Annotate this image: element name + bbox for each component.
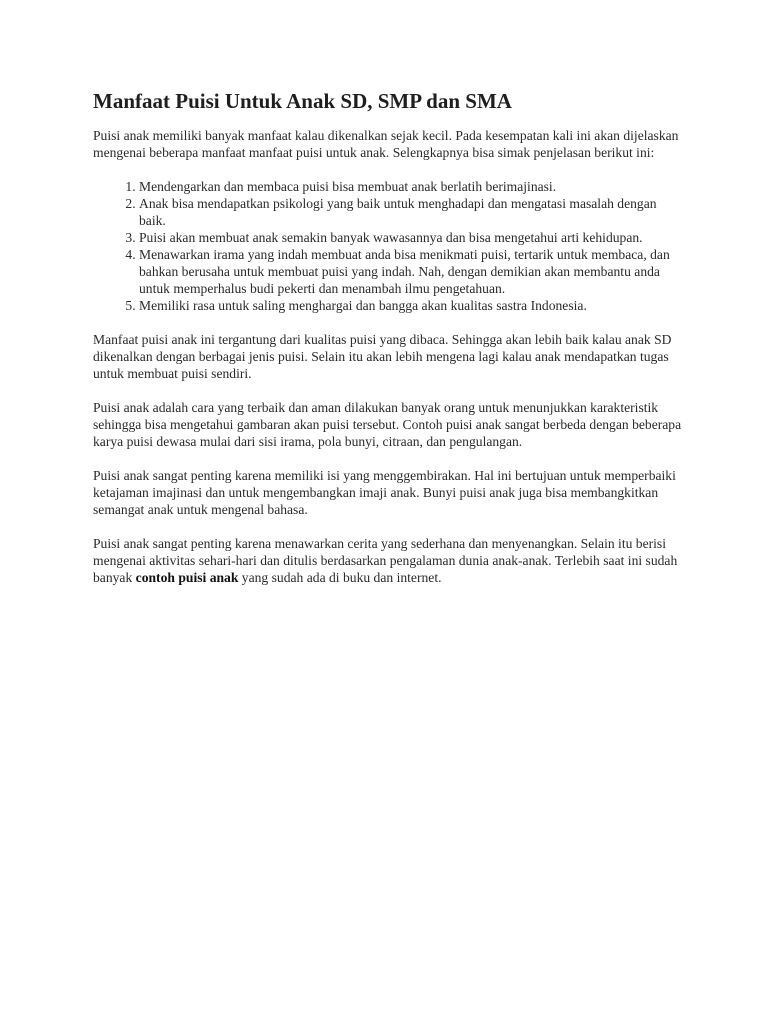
paragraph-stories-ending: yang sudah ada di buku dan internet. — [238, 570, 442, 585]
list-item: 1. Mendengarkan dan membaca puisi bisa membuat anak berlatih berimajinasi. — [139, 178, 683, 195]
list-item: 3. Puisi akan membuat anak semakin banyak wawasannya dan bisa mengetahui arti kehidupan. — [139, 229, 683, 246]
paragraph-stories-text: Puisi anak sangat penting karena menawarkan cerita yang sederhana dan menyenangkan. Selain itu berisi mengenai aktivitas sehari-hari dan ditulis berdasarkan pengalaman dunia anak-anak. Terlebih saat ini sudah banyak — [93, 536, 678, 585]
benefits-list — [93, 178, 683, 314]
paragraph-characteristics: Puisi anak adalah cara yang terbaik dan aman dilakukan banyak orang untuk menunjukkan karakteristik sehingga bisa mengetahui gambaran akan puisi tersebut. Contoh puisi anak sangat berbeda dengan beberapa karya puisi dewasa mulai dari sisi irama, pola bunyi, citraan, dan pengulangan. — [93, 400, 682, 449]
list-item: 2. Anak bisa mendapatkan psikologi yang baik untuk menghadapi dan mengatasi masalah dengan baik. — [139, 195, 683, 229]
paragraph-stories — [93, 535, 683, 586]
paragraph-importance: Puisi anak sangat penting karena memiliki isi yang menggembirakan. Hal ini bertujuan untuk memperbaiki ketajaman imajinasi dan untuk mengembangkan imaji anak. Bunyi puisi anak juga bisa membangkitkan semangat anak untuk mengenal bahasa. — [93, 468, 676, 517]
intro-paragraph: Puisi anak memiliki banyak manfaat kalau dikenalkan sejak kecil. Pada kesempatan kali ini akan dijelaskan mengenai beberapa manfaat manfaat puisi untuk anak. Selengkapnya bisa simak penjelasan berikut ini: — [93, 128, 679, 160]
document-title: Manfaat Puisi Untuk Anak SD, SMP dan SMA — [93, 89, 512, 113]
list-item: 4. Menawarkan irama yang indah membuat anda bisa menikmati puisi, tertarik untuk membaca, dan bahkan berusaha untuk membuat puisi yang indah. Nah, dengan demikian akan membantu anda untuk memperhalus budi pekerti dan menambah ilmu pengetahuan. — [139, 246, 683, 297]
contoh-puisi-anak-bold: contoh puisi anak — [135, 570, 239, 585]
document-page — [93, 88, 683, 603]
paragraph-quality: Manfaat puisi anak ini tergantung dari kualitas puisi yang dibaca. Sehingga akan lebih baik kalau anak SD dikenalkan dengan berbagai jenis puisi. Selain itu akan lebih mengena lagi kalau anak mendapatkan tugas untuk membuat puisi sendiri. — [93, 332, 672, 381]
list-item: 5. Memiliki rasa untuk saling menghargai dan bangga akan kualitas sastra Indonesia. — [139, 297, 683, 314]
